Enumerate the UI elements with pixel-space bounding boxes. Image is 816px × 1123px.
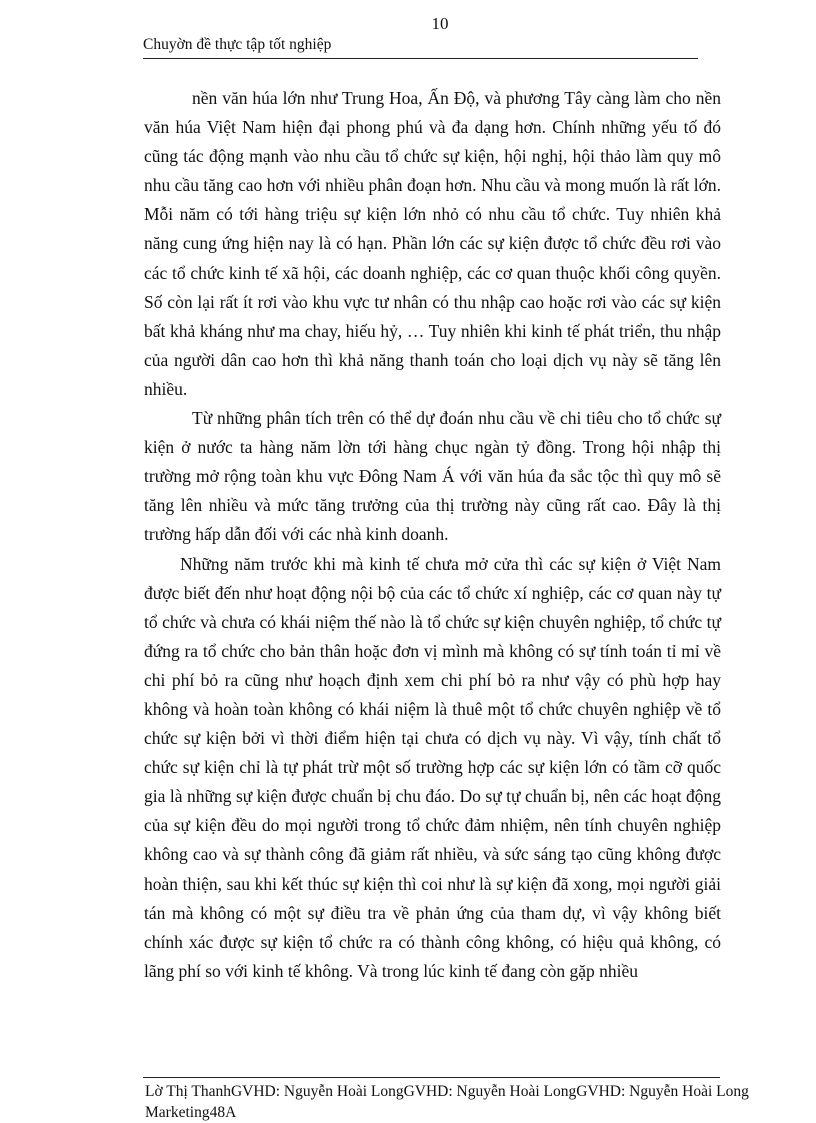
paragraph: Những năm trước khi mà kinh tế chưa mở cửa thì các sự kiện ở Việt Nam được biết đến như hoạt động nội bộ của các tổ chức xí nghiệp, các cơ quan này tự tổ chức và chưa có khái niệm thế nào là tổ chức sự kiện chuyên nghiệp, tổ chức tự đứng ra tổ chức cho bản thân hoặc đơn vị mình mà không có sự tính toán tỉ mỉ về chi phí bỏ ra cũng như hoạch định xem chi phí bỏ ra như vậy có phù hợp hay không và hoàn toàn không có khái niệm là thuê một tổ chức chuyên nghiệp về tổ chức sự kiện bởi vì thời điểm hiện tại chưa có dịch vụ này. Vì vậy, tính chất tổ chức sự kiện chỉ là tự phát trừ một số trường hợp các sự kiện lớn có tầm cỡ quốc gia là những sự kiện được chuẩn bị chu đáo. Do sự tự chuẩn bị, nên các hoạt động của sự kiện đều do mọi người trong tổ chức đảm nhiệm, nên tính chuyên nghiệp không cao và sự thành công đã giảm rất nhiều, và sức sáng tạo cũng không được hoàn thiện, sau khi kết thúc sự kiện thì coi như là sự kiện đã xong, mọi người giải tán mà không có một sự điều tra về phản ứng của tham dự, vì vậy không biết chính xác được sự kiện tổ chức ra có thành công không, có hiệu quả không, có lãng phí so với kinh tế không. Và trong lúc kinh tế đang còn gặp nhiều: [144, 553, 721, 981]
footer-class: Marketing48A: [145, 1104, 237, 1121]
page-number: 10: [431, 14, 449, 33]
footer-rule: [143, 1077, 720, 1078]
header-rule: [143, 58, 698, 59]
body-text: [144, 84, 721, 986]
footer-author-supervisor: Lờ Thị ThanhGVHD: Nguyễn Hoài LongGVHD: Nguyễn Hoài LongGVHD: Nguyễn Hoài Long: [145, 1083, 749, 1100]
paragraph: nền văn húa lớn như Trung Hoa, Ấn Độ, và phương Tây càng làm cho nền văn húa Việt Nam hiện đại phong phú và đa dạng hơn. Chính những yếu tố đó cũng tác động mạnh vào nhu cầu tổ chức sự kiện, hội nghị, hội thảo làm quy mô nhu cầu tăng cao hơn với nhiều phân đoạn hơn. Nhu cầu và mong muốn là rất lớn. Mỗi năm có tới hàng triệu sự kiện lớn nhỏ có nhu cầu tổ chức. Tuy nhiên khả năng cung ứng hiện nay là có hạn. Phần lớn các sự kiện được tổ chức đều rơi vào các tổ chức kinh tế xã hội, các doanh nghiệp, các cơ quan thuộc khối công quyền. Số còn lại rất ít rơi vào khu vực tư nhân có thu nhập cao hoặc rơi vào các sự kiện bất khả kháng như ma chay, hiếu hỷ, … Tuy nhiên khi kinh tế phát triển, thu nhập của người dân cao hơn thì khả năng thanh toán cho loại dịch vụ này sẽ tăng lên nhiều.: [144, 88, 721, 399]
header-title: Chuyờn đề thực tập tốt nghiệp: [143, 36, 332, 53]
paragraph: Từ những phân tích trên có thể dự đoán nhu cầu về chi tiêu cho tổ chức sự kiện ở nước ta hàng năm lờn tới hàng chục ngàn tỷ đồng. Trong hội nhập thị trường mở rộng toàn khu vực Đông Nam Á với văn húa đa sắc tộc thì quy mô sẽ tăng lên nhiều và mức tăng trưởng của thị trường này cũng rất cao. Đây là thị trường hấp dẫn đối với các nhà kinh doanh.: [144, 408, 721, 545]
